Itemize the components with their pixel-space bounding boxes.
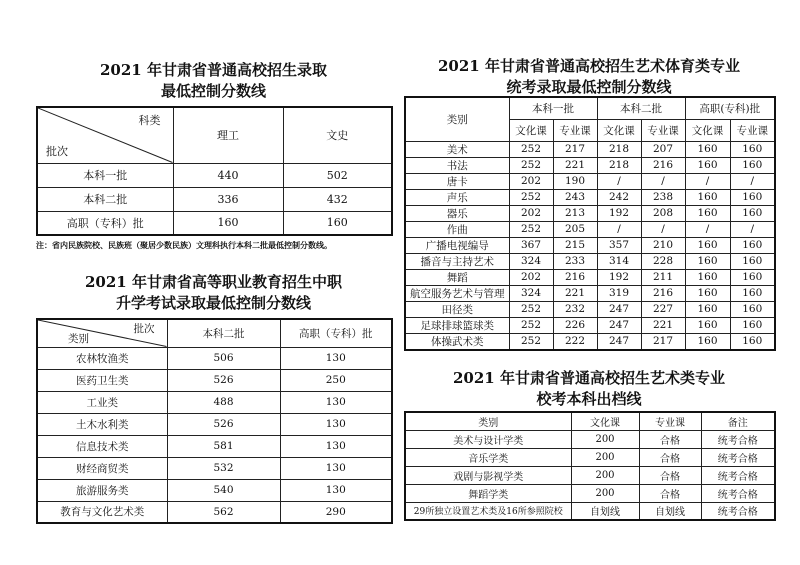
t4-cell: 统考合格 — [701, 448, 775, 466]
t3-sub-header: 文化课 — [597, 119, 641, 141]
t3-cell: 160 — [730, 333, 775, 350]
t3-row-label: 体操武术类 — [405, 333, 509, 350]
t3-cell: 218 — [597, 157, 641, 173]
t3-cell: 216 — [641, 285, 685, 301]
t3-cell: 160 — [685, 237, 730, 253]
t3-cell: 160 — [685, 205, 730, 221]
t4-table — [404, 411, 776, 521]
t2-row-label: 信息技术类 — [37, 435, 167, 457]
t3-cell: 247 — [597, 301, 641, 317]
t3-cell: 160 — [685, 157, 730, 173]
t3-cell: 314 — [597, 253, 641, 269]
t1-row-label: 高职（专科）批 — [37, 211, 173, 235]
t4-cell: 200 — [571, 484, 639, 502]
t3-cell: 210 — [641, 237, 685, 253]
t3-cell: 222 — [553, 333, 597, 350]
t3-cell: 160 — [730, 205, 775, 221]
t3-cell: 227 — [641, 301, 685, 317]
t1-col-header: 文史 — [283, 107, 392, 163]
t3-cell: / — [685, 221, 730, 237]
t3-group-header: 高职(专科)批 — [685, 97, 775, 119]
t3-table-row — [405, 221, 775, 237]
t3-group-header: 本科二批 — [597, 97, 685, 119]
t2-title-line2: 升学考试录取最低控制分数线 — [115, 294, 311, 312]
t3-cell: 160 — [730, 157, 775, 173]
t2-cell: 526 — [167, 369, 280, 391]
t2-cell: 130 — [280, 435, 392, 457]
t2-table — [36, 318, 393, 524]
t3-sub-header: 专业课 — [730, 119, 775, 141]
t1-col-header: 理工 — [173, 107, 283, 163]
t2-cell: 526 — [167, 413, 280, 435]
t3-table-row — [405, 237, 775, 253]
t2-header-batch: 批次 — [133, 323, 155, 335]
t4-row-label: 舞蹈学类 — [405, 484, 571, 502]
t3-cell: 190 — [553, 173, 597, 189]
t3-cell: 160 — [730, 189, 775, 205]
t3-cell: 228 — [641, 253, 685, 269]
t2-cell: 130 — [280, 479, 392, 501]
t3-cell: 211 — [641, 269, 685, 285]
t4-row-label: 戏剧与影视学类 — [405, 466, 571, 484]
t4-cell: 自划线 — [639, 502, 701, 520]
t3-table-row — [405, 317, 775, 333]
t3-table-row — [405, 269, 775, 285]
t4-row-label: 29所独立设置艺术类及16所参照院校 — [405, 502, 571, 520]
t3-cell: 160 — [685, 269, 730, 285]
t3-cell: 252 — [509, 189, 553, 205]
t3-cell: 192 — [597, 269, 641, 285]
t1-row-label: 本科二批 — [37, 187, 173, 211]
t3-row-label: 唐卡 — [405, 173, 509, 189]
t4-cell: 合格 — [639, 484, 701, 502]
t3-cell: 208 — [641, 205, 685, 221]
t2-cell: 250 — [280, 369, 392, 391]
t3-cell: / — [641, 221, 685, 237]
t3-cell: 160 — [730, 301, 775, 317]
t1-footnote: 注：省内民族院校、民族班（聚居少数民族）文理科执行本科二批最低控制分数线。 — [36, 240, 332, 250]
t3-cell: 217 — [553, 141, 597, 157]
t3-row-label: 广播电视编导 — [405, 237, 509, 253]
t3-row-label: 声乐 — [405, 189, 509, 205]
t3-cell: 160 — [685, 141, 730, 157]
t3-cell: 160 — [685, 253, 730, 269]
t3-title-line1: 2021 年甘肃省普通高校招生艺术体育类专业 — [438, 57, 740, 75]
t3-row-label: 书法 — [405, 157, 509, 173]
t2-title — [36, 272, 391, 314]
t1-header-category: 科类 — [138, 114, 161, 127]
t3-table-row — [405, 301, 775, 317]
t2-cell: 532 — [167, 457, 280, 479]
t3-cell: 192 — [597, 205, 641, 221]
t3-cell: 221 — [553, 285, 597, 301]
t3-cell: 252 — [509, 221, 553, 237]
t3-row-label: 器乐 — [405, 205, 509, 221]
t3-cell: / — [685, 173, 730, 189]
t3-cell: 160 — [685, 333, 730, 350]
t3-row-label: 播音与主持艺术 — [405, 253, 509, 269]
t2-row-label: 旅游服务类 — [37, 479, 167, 501]
t3-table-row — [405, 253, 775, 269]
t3-cell: 160 — [685, 189, 730, 205]
t3-cell: 207 — [641, 141, 685, 157]
t3-table-row — [405, 205, 775, 221]
t2-title-line1: 2021 年甘肃省高等职业教育招生中职 — [85, 273, 342, 291]
t3-cell: 233 — [553, 253, 597, 269]
t3-cell: / — [597, 173, 641, 189]
t3-cell: / — [641, 173, 685, 189]
t3-cell: 357 — [597, 237, 641, 253]
t3-title — [404, 56, 774, 98]
t3-cell: 217 — [641, 333, 685, 350]
t2-col-header: 本科二批 — [167, 319, 280, 347]
t3-sub-header: 专业课 — [553, 119, 597, 141]
t3-cell: 216 — [641, 157, 685, 173]
t4-cell: 合格 — [639, 466, 701, 484]
t3-cell: 160 — [730, 317, 775, 333]
t1-cell: 160 — [173, 211, 283, 235]
t1-cell: 502 — [283, 163, 392, 187]
t3-cell: 202 — [509, 205, 553, 221]
t2-cell: 562 — [167, 501, 280, 523]
t4-cell: 200 — [571, 430, 639, 448]
t3-cell: 319 — [597, 285, 641, 301]
t3-cell: 226 — [553, 317, 597, 333]
t3-sub-header: 文化课 — [509, 119, 553, 141]
t4-col-header: 备注 — [701, 412, 775, 430]
t3-cell: 247 — [597, 333, 641, 350]
t1-title-line1: 2021 年甘肃省普通高校招生录取 — [100, 61, 327, 79]
t4-cell: 200 — [571, 466, 639, 484]
t1-title-line2: 最低控制分数线 — [160, 82, 266, 100]
t4-cell: 统考合格 — [701, 484, 775, 502]
t3-cell: / — [730, 221, 775, 237]
t4-title-line1: 2021 年甘肃省普通高校招生艺术类专业 — [453, 369, 725, 387]
t3-cell: / — [597, 221, 641, 237]
t2-diagonal-header — [37, 319, 167, 347]
t1-title — [36, 60, 391, 102]
t4-col-header: 文化课 — [571, 412, 639, 430]
t4-col-header: 专业课 — [639, 412, 701, 430]
t2-row-label: 土木水利类 — [37, 413, 167, 435]
t3-table — [404, 96, 776, 351]
t3-table-row — [405, 157, 775, 173]
t3-cell: 160 — [730, 253, 775, 269]
t3-sub-header: 专业课 — [641, 119, 685, 141]
t3-cell: 160 — [730, 141, 775, 157]
t3-cell: 252 — [509, 141, 553, 157]
t3-cell: 202 — [509, 173, 553, 189]
t4-cell: 200 — [571, 448, 639, 466]
t3-cell: 160 — [685, 285, 730, 301]
t3-cell: 160 — [685, 301, 730, 317]
t3-row-label: 作曲 — [405, 221, 509, 237]
t2-row-label: 工业类 — [37, 391, 167, 413]
t3-cell: 242 — [597, 189, 641, 205]
t3-cell: 367 — [509, 237, 553, 253]
t4-col-header: 类别 — [405, 412, 571, 430]
t3-row-label: 美术 — [405, 141, 509, 157]
t3-cell: 243 — [553, 189, 597, 205]
t2-cell: 130 — [280, 391, 392, 413]
t3-cell: 205 — [553, 221, 597, 237]
t3-cell: 252 — [509, 317, 553, 333]
t3-row-label: 舞蹈 — [405, 269, 509, 285]
t2-cell: 130 — [280, 347, 392, 369]
t3-cell: 213 — [553, 205, 597, 221]
t2-cell: 290 — [280, 501, 392, 523]
t1-cell: 336 — [173, 187, 283, 211]
t1-table — [36, 106, 393, 236]
t2-cell: 540 — [167, 479, 280, 501]
t2-cell: 506 — [167, 347, 280, 369]
t3-group-header: 本科一批 — [509, 97, 597, 119]
t3-cell: 218 — [597, 141, 641, 157]
t2-header-category: 类别 — [68, 332, 89, 345]
t4-title-line2: 校考本科出档线 — [536, 390, 642, 408]
t2-cell: 130 — [280, 413, 392, 435]
t3-category-header: 类别 — [405, 97, 509, 141]
t1-cell: 160 — [283, 211, 392, 235]
t4-cell: 统考合格 — [701, 430, 775, 448]
t3-cell: 232 — [553, 301, 597, 317]
t3-table-row — [405, 173, 775, 189]
t2-row-label: 教育与文化艺术类 — [37, 501, 167, 523]
t3-cell: / — [730, 173, 775, 189]
t3-cell: 216 — [553, 269, 597, 285]
t4-row-label: 音乐学类 — [405, 448, 571, 466]
t3-cell: 252 — [509, 301, 553, 317]
t4-cell: 统考合格 — [701, 466, 775, 484]
t3-cell: 238 — [641, 189, 685, 205]
t3-title-line2: 统考录取最低控制分数线 — [506, 78, 672, 96]
t1-cell: 440 — [173, 163, 283, 187]
t3-cell: 160 — [730, 269, 775, 285]
t1-row-label: 本科一批 — [37, 163, 173, 187]
t3-cell: 202 — [509, 269, 553, 285]
t2-row-label: 财经商贸类 — [37, 457, 167, 479]
t3-cell: 221 — [553, 157, 597, 173]
t2-cell: 130 — [280, 457, 392, 479]
t3-row-label: 足球排球篮球类 — [405, 317, 509, 333]
t3-cell: 247 — [597, 317, 641, 333]
t4-cell: 统考合格 — [701, 502, 775, 520]
t3-cell: 252 — [509, 333, 553, 350]
t3-cell: 324 — [509, 285, 553, 301]
t3-row-label: 航空服务艺术与管理 — [405, 285, 509, 301]
t4-cell: 合格 — [639, 448, 701, 466]
t4-cell: 合格 — [639, 430, 701, 448]
t3-cell: 324 — [509, 253, 553, 269]
t3-cell: 160 — [685, 317, 730, 333]
t3-cell: 252 — [509, 157, 553, 173]
t2-cell: 581 — [167, 435, 280, 457]
t3-cell: 215 — [553, 237, 597, 253]
t4-row-label: 美术与设计学类 — [405, 430, 571, 448]
t3-table-row — [405, 141, 775, 157]
t1-header-batch: 批次 — [46, 144, 68, 158]
t2-row-label: 医药卫生类 — [37, 369, 167, 391]
t2-cell: 488 — [167, 391, 280, 413]
t3-table-row — [405, 333, 775, 350]
t2-row-label: 农林牧渔类 — [37, 347, 167, 369]
t3-cell: 221 — [641, 317, 685, 333]
t3-sub-header: 文化课 — [685, 119, 730, 141]
t4-cell: 自划线 — [571, 502, 639, 520]
t1-cell: 432 — [283, 187, 392, 211]
t2-col-header: 高职（专科）批 — [280, 319, 392, 347]
t1-diagonal-header — [37, 107, 173, 163]
t3-cell: 160 — [730, 237, 775, 253]
t3-table-row — [405, 189, 775, 205]
t3-cell: 160 — [730, 285, 775, 301]
t3-table-row — [405, 285, 775, 301]
t4-title — [404, 368, 774, 410]
t3-row-label: 田径类 — [405, 301, 509, 317]
